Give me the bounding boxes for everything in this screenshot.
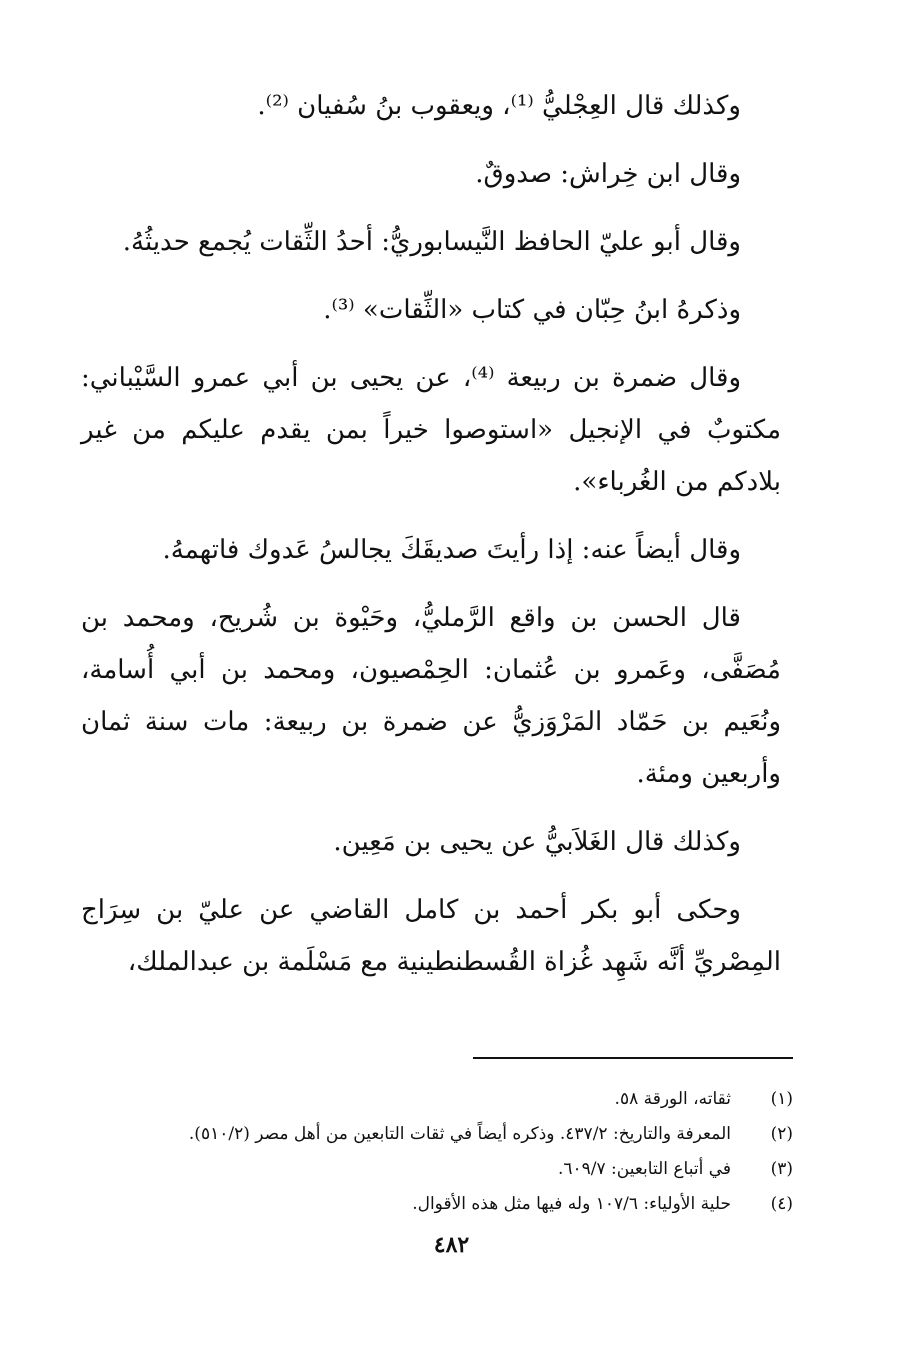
paragraph: وحكى أبو بكر أحمد بن كامل القاضي عن عليّ بن سِرَاج المِصْريِّ أنَّه شَهِد غُزاة القُسطنطينية مع مَسْلَمة بن عبدالملك، bbox=[81, 895, 781, 977]
footnote-number: (١) bbox=[770, 1089, 793, 1109]
paragraph: وقال أيضاً عنه: إذا رأيتَ صديقَكَ يجالسُ عَدوك فاتهمهُ. bbox=[162, 535, 741, 565]
footnote bbox=[81, 1187, 793, 1222]
footnote bbox=[81, 1117, 793, 1152]
paragraph: وكذلك قال الغَلاَبيُّ عن يحيى بن مَعِين. bbox=[333, 827, 741, 857]
footnote-number: (٣) bbox=[770, 1159, 793, 1179]
main-text bbox=[81, 80, 781, 988]
paragraph: وقال ابن خِراش: صدوقٌ. bbox=[475, 159, 741, 189]
footnote-text: ثقاته، الورقة ٥٨. bbox=[614, 1089, 731, 1109]
footnote-text: حلية الأولياء: ١٠٧/٦ وله فيها مثل هذه الأقوال. bbox=[412, 1194, 731, 1214]
paragraph: وقال أبو عليّ الحافظ النَّيسابوريُّ: أحدُ الثِّقات يُجمع حديثُهُ. bbox=[122, 227, 741, 257]
footnote-divider bbox=[473, 1057, 793, 1059]
paragraph: قال الحسن بن واقع الرَّمليُّ، وحَيْوة بن شُريح، ومحمد بن مُصَفَّى، وعَمرو بن عُثمان: الحِمْصيون، ومحمد بن أبي أُسامة، ونُعَيم بن حَمّاد المَرْوَزيُّ عن ضمرة بن ربيعة: مات سنة ثمان وأربعين ومئة. bbox=[81, 603, 781, 789]
page-number: ٤٨٢ bbox=[433, 1232, 470, 1258]
footnotes bbox=[81, 1082, 793, 1222]
paragraph: وذكرهُ ابنُ حِبّان في كتاب «الثِّقات» ⁽³⁾. bbox=[323, 295, 741, 325]
footnote-number: (٢) bbox=[770, 1124, 793, 1144]
footnote bbox=[81, 1082, 793, 1117]
footnote-number: (٤) bbox=[770, 1194, 793, 1214]
paragraph: وقال ضمرة بن ربيعة ⁽⁴⁾، عن يحيى بن أبي عمرو السَّيْباني: مكتوبٌ في الإنجيل «استوصوا خيراً بمن يقدم عليكم من غير بلادكم من الغُرباء». bbox=[81, 363, 781, 497]
paragraph: وكذلك قال العِجْليُّ ⁽¹⁾، ويعقوب بنُ سُفيان ⁽²⁾. bbox=[257, 91, 741, 121]
footnote-text: في أتباع التابعين: ٦٠٩/٧. bbox=[557, 1159, 731, 1179]
footnote-text: المعرفة والتاريخ: ٤٣٧/٢. وذكره أيضاً في ثقات التابعين من أهل مصر (٥١٠/٢). bbox=[188, 1124, 731, 1144]
footnote bbox=[81, 1152, 793, 1187]
